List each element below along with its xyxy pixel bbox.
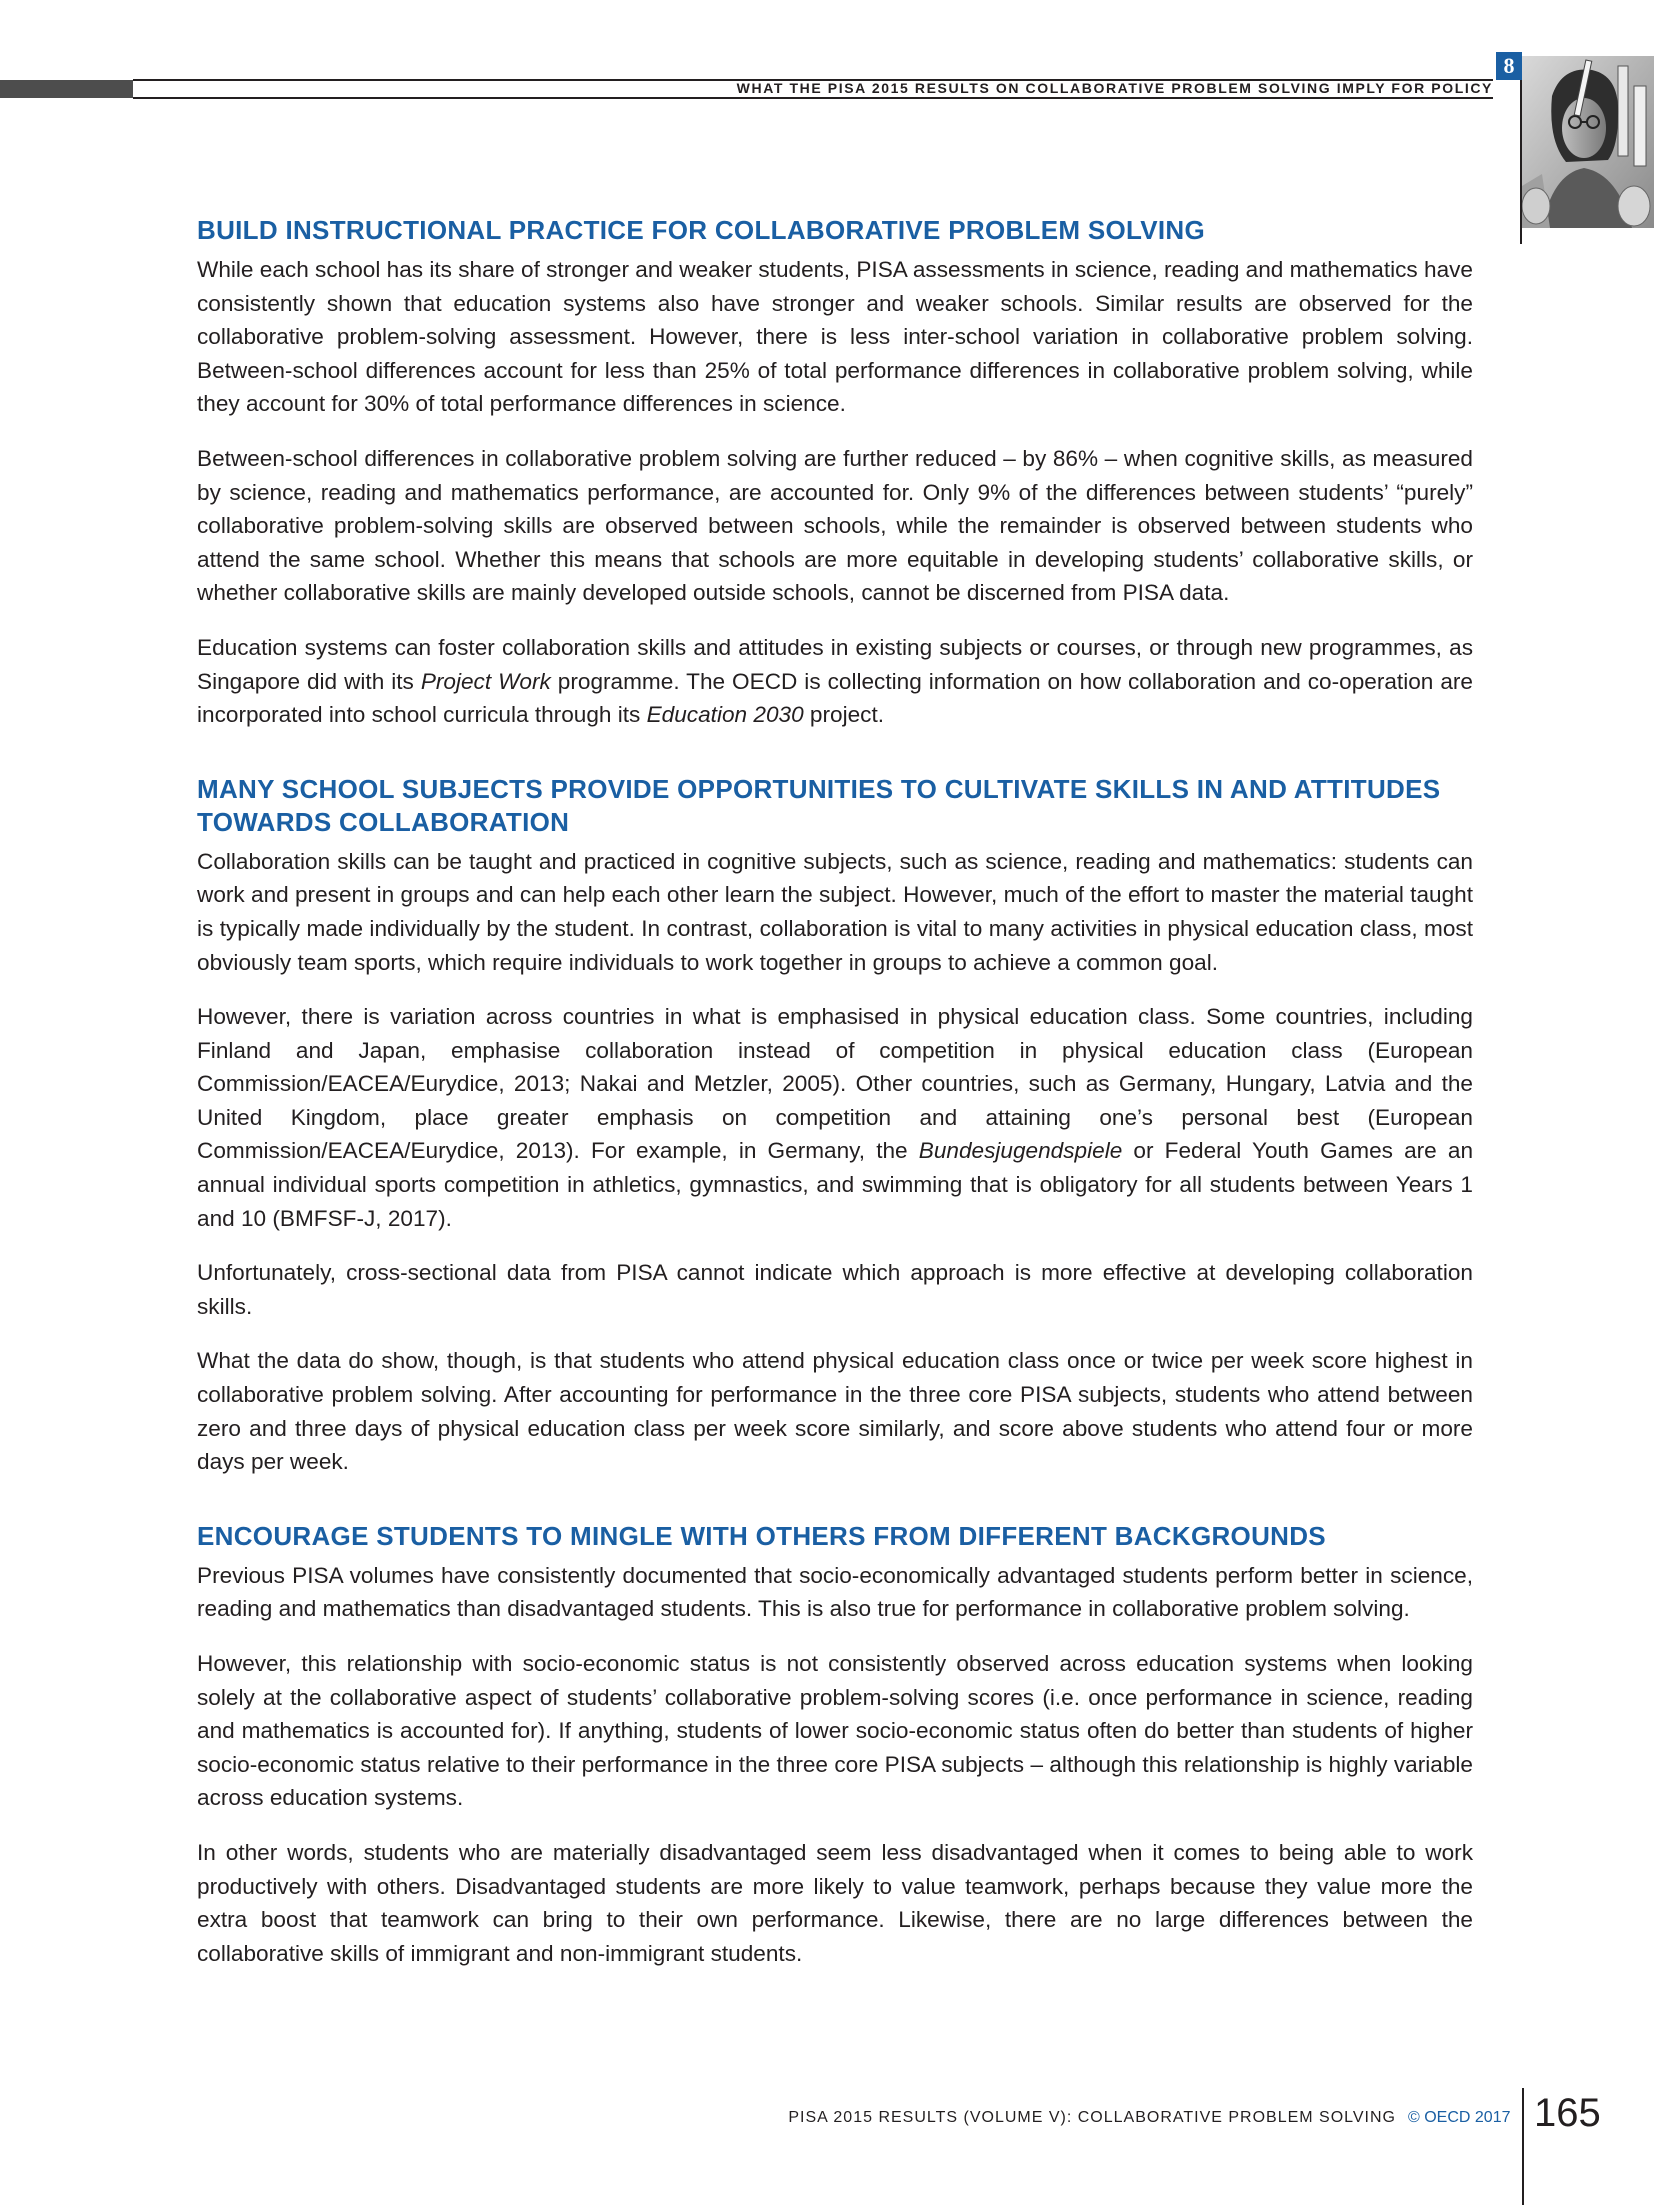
body-paragraph: Unfortunately, cross-sectional data from PISA cannot indicate which approach is more effective at developing collaboration skills.	[197, 1260, 1473, 1319]
body-paragraph	[197, 1000, 1473, 1235]
italic-title: Education 2030	[646, 702, 804, 728]
body-paragraph: However, this relationship with socio-economic status is not consistently observed across education systems when looking solely at the collaborative aspect of students’ collaborative problem-solving scores (i.e. once performance in science, reading and mathematics is accounted for). If anything, students of lower socio-economic status often do better than students of higher socio-economic status relative to their performance in the three core PISA subjects – although this relationship is highly variable across education systems.	[197, 1651, 1473, 1811]
italic-title: Project Work	[420, 668, 551, 694]
body-paragraph: Collaboration skills can be taught and practiced in cognitive subjects, such as science, reading and mathematics: students can work and present in groups and can help each other learn the subject. However, much of the effort to master the material taught is typically made individually by the student. In contrast, collaboration is vital to many activities in physical education class, most obviously team sports, which require individuals to work together in groups to achieve a common goal.	[197, 848, 1473, 975]
chapter-number-badge: 8	[1496, 52, 1522, 80]
body-paragraph: Between-school differences in collaborative problem solving are further reduced – by 86% – when cognitive skills, as measured by science, reading and mathematics performance, are accounted for. Only 9% of the differences between students’ “purely” collaborative problem-solving skills are observed between schools, while the remainder is observed between students who attend the same school. Whether this means that schools are more equitable in developing students’ collaborative skills, or whether collaborative skills are mainly developed outside schools, cannot be discerned from PISA data.	[197, 445, 1473, 606]
paragraph-text: project.	[803, 702, 885, 728]
section-heading: MANY SCHOOL SUBJECTS PROVIDE OPPORTUNITIES TO CULTIVATE SKILLS IN AND ATTITUDES TOWARDS COLLABORATION	[197, 773, 1441, 837]
italic-title: Bundesjugendspiele	[918, 1138, 1123, 1164]
footer-publication-title: PISA 2015 RESULTS (VOLUME V): COLLABORATIVE PROBLEM SOLVING	[788, 2109, 1396, 2126]
running-title: WHAT THE PISA 2015 RESULTS ON COLLABORATIVE PROBLEM SOLVING IMPLY FOR POLICY	[736, 80, 1493, 96]
page-number: 165	[1534, 2091, 1601, 2135]
main-content	[197, 214, 1473, 1970]
body-paragraph	[197, 631, 1473, 732]
footer-copyright: © OECD 2017	[1408, 2109, 1511, 2126]
chapter-photo-image	[1522, 56, 1654, 228]
header-dark-bar	[0, 80, 133, 98]
paragraph-text: Education systems can foster collaboration skills and attitudes in existing subjects or courses, or through new programmes, as Singapore did with its	[197, 634, 1473, 694]
body-paragraph: Previous PISA volumes have consistently documented that socio-economically advantaged students perform better in science, reading and mathematics than disadvantaged students. This is also true for performance in collaborative problem solving.	[197, 1562, 1473, 1622]
paragraph-text: or Federal Youth Games are an annual individual sports competition in athletics, gymnastics, and swimming that is obligatory for all students between Years 1 and 10 (BMFSF-J, 2017).	[197, 1138, 1474, 1231]
paragraph-text: However, there is variation across countries in what is emphasised in physical education class. Some countries, including Finland and Japan, emphasise collaboration instead of competition in physical education class (European Commission/EACEA/Eurydice, 2013; Nakai and Metzler, 2005). Other countries, such as Germany, Hungary, Latvia and the United Kingdom, place greater emphasis on competition and attaining one’s personal best (European Commission/EACEA/Eurydice, 2013). For example, in Germany, the	[197, 1004, 1473, 1164]
footer-vertical-rule	[1522, 2088, 1524, 2205]
body-paragraph: In other words, students who are materially disadvantaged seem less disadvantaged when it comes to being able to work productively with others. Disadvantaged students are more likely to value teamwork, perhaps because they value more the extra boost that teamwork can bring to their own performance. Likewise, there are no large differences between the collaborative skills of immigrant and non-immigrant students.	[197, 1839, 1473, 1966]
paragraph-text: programme. The OECD is collecting information on how collaboration and co-operation are incorporated into school curricula through its	[197, 668, 1473, 728]
section-heading: ENCOURAGE STUDENTS TO MINGLE WITH OTHERS FROM DIFFERENT BACKGROUNDS	[197, 1520, 1326, 1551]
section-heading: BUILD INSTRUCTIONAL PRACTICE FOR COLLABORATIVE PROBLEM SOLVING	[197, 215, 1206, 245]
body-paragraph: What the data do show, though, is that students who attend physical education class once or twice per week score highest in collaborative problem solving. After accounting for performance in the three core PISA subjects, students who attend between zero and three days of physical education class per week score similarly, and score above students who attend four or more days per week.	[197, 1348, 1473, 1475]
body-paragraph: While each school has its share of stronger and weaker students, PISA assessments in science, reading and mathematics have consistently shown that education systems also have stronger and weaker schools. Similar results are observed for the collaborative problem-solving assessment. However, there is less inter-school variation in collaborative problem solving. Between-school differences account for less than 25% of total performance differences in collaborative problem solving, while they account for 30% of total performance differences in science.	[197, 257, 1473, 417]
